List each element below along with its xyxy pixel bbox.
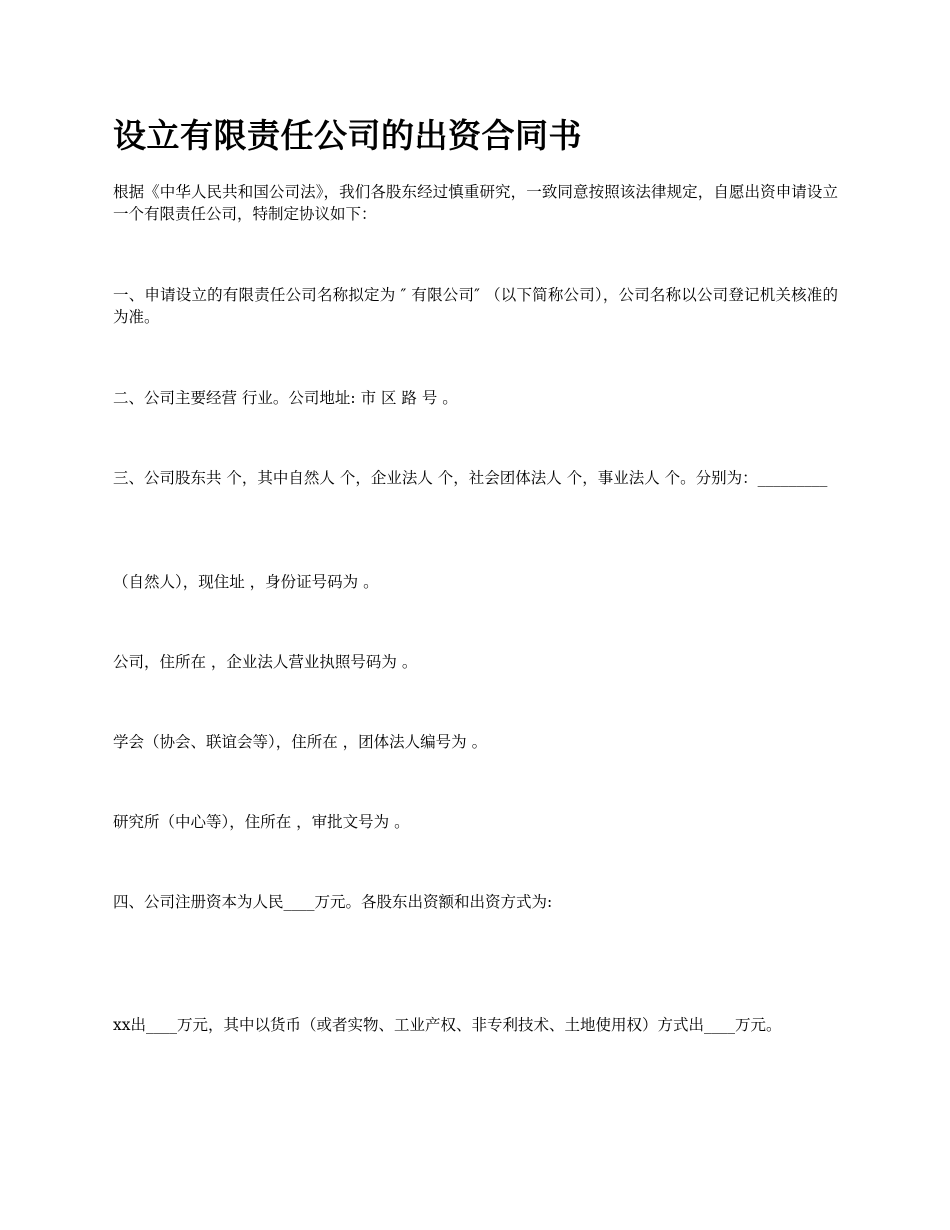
shareholder-institute: 研究所（中心等），住所在 ，审批文号为 。 — [113, 813, 410, 831]
clause-3-shareholders: 三、公司股东共 个，其中自然人 个，企业法人 个，社会团体法人 个，事业法人 个。分别为：_________ — [113, 469, 828, 487]
clause-2-business-address: 二、公司主要经营 行业。公司地址: 市 区 路 号 。 — [113, 389, 458, 407]
capital-contribution-line: xx出____万元，其中以货币（或者实物、工业产权、非专利技术、土地使用权）方式出____万元。 — [113, 1016, 782, 1034]
shareholder-enterprise: 公司，住所在 ，企业法人营业执照号码为 。 — [113, 653, 418, 671]
clause-4-registered-capital: 四、公司注册资本为人民____万元。各股东出资额和出资方式为: — [113, 893, 553, 911]
shareholder-association: 学会（协会、联谊会等），住所在 ，团体法人编号为 。 — [113, 733, 488, 751]
clause-1-company-name: 一、申请设立的有限责任公司名称拟定为 ″ 有限公司″ （以下简称公司），公司名称以公司登记机关核准的为准。 — [113, 286, 838, 326]
intro-paragraph: 根据《中华人民共和国公司法》，我们各股东经过慎重研究，一致同意按照该法律规定，自愿出资申请设立一个有限责任公司，特制定协议如下： — [113, 183, 838, 223]
document-title: 设立有限责任公司的出资合同书 — [113, 116, 582, 155]
shareholder-natural-person: （自然人），现住址 ，身份证号码为 。 — [113, 573, 379, 591]
